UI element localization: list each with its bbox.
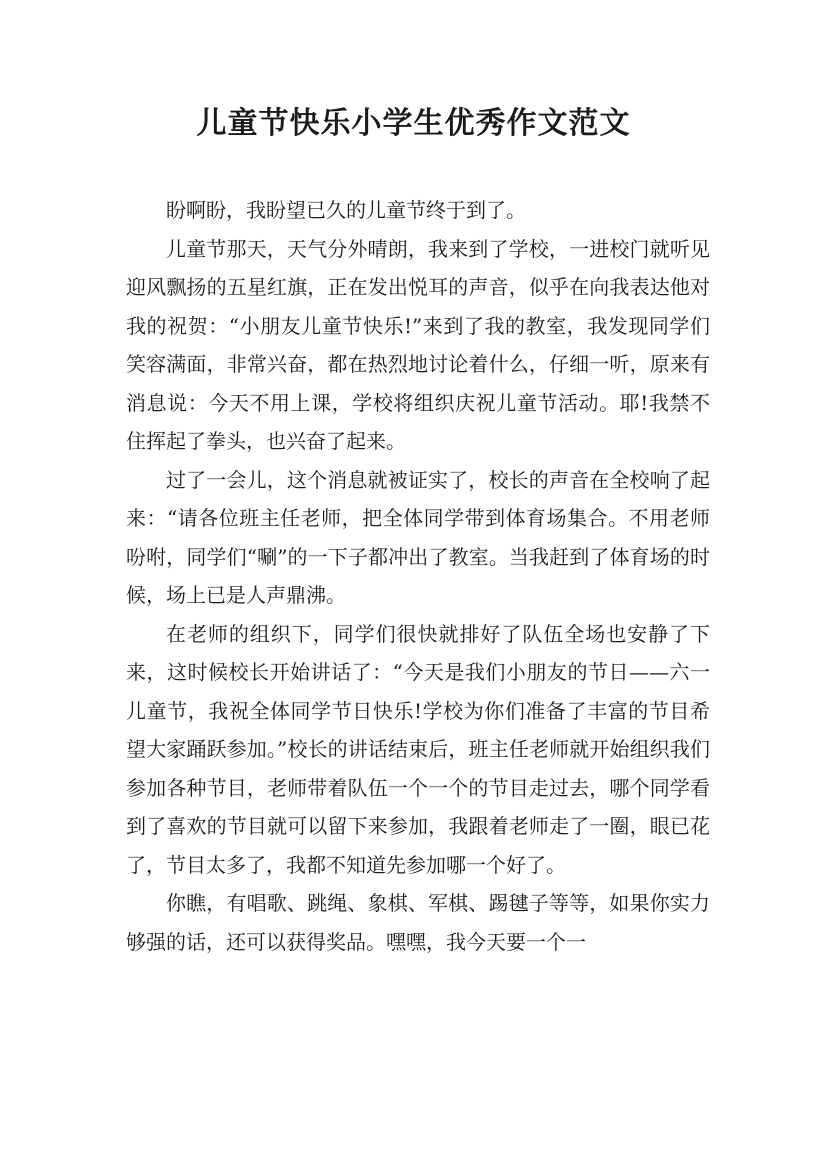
paragraph: 过了一会儿，这个消息就被证实了，校长的声音在全校响了起来：“请各位班主任老师，把全体同学带到体育场集合。不用老师吩咐，同学们“唰”的一下子都冲出了教室。当我赶到了体育场的时候，场上已是人声鼎沸。 bbox=[126, 467, 710, 607]
document-title: 儿童节快乐小学生优秀作文范文 bbox=[196, 106, 631, 141]
paragraph: 儿童节那天，天气分外晴朗，我来到了学校，一进校门就听见迎风飘扬的五星红旗，正在发出悦耳的声音，似乎在向我表达他对我的祝贺：“小朋友儿童节快乐!”来到了我的教室，我发现同学们笑容满面，非常兴奋，都在热烈地讨论着什么，仔细一听，原来有消息说：今天不用上课，学校将组织庆祝儿童节活动。耶!我禁不住挥起了拳头，也兴奋了起来。 bbox=[126, 236, 710, 453]
paragraph: 盼啊盼，我盼望已久的儿童节终于到了。 bbox=[166, 198, 526, 222]
document-body bbox=[126, 191, 710, 961]
paragraph: 你瞧，有唱歌、跳绳、象棋、军棋、踢毽子等等，如果你实力够强的话，还可以获得奖品。嘿嘿，我今天要一个一 bbox=[126, 891, 710, 954]
paragraph: 在老师的组织下，同学们很快就排好了队伍全场也安静了下来，这时候校长开始讲话了：“今天是我们小朋友的节日——六一儿童节，我祝全体同学节日快乐!学校为你们准备了丰富的节目希望大家踊跃参加。”校长的讲话结束后，班主任老师就开始组织我们参加各种节目，老师带着队伍一个一个的节目走过去，哪个同学看到了喜欢的节目就可以留下来参加，我跟着老师走了一圈，眼已花了，节目太多了，我都不知道先参加哪一个好了。 bbox=[126, 621, 710, 877]
